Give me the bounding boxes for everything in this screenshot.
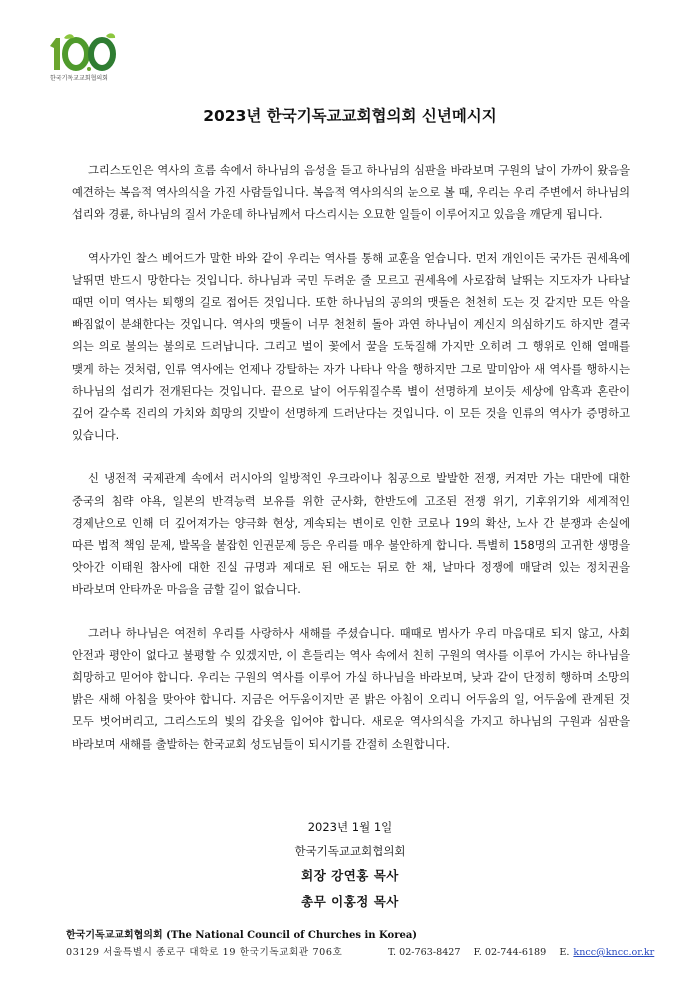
footer-phone: T. 02-763-8427 (388, 947, 461, 958)
document-title: 2023년 한국기독교교회협의회 신년메시지 (203, 107, 497, 125)
footer-fax: F. 02-744-6189 (473, 947, 547, 958)
signature-president: 회장 강연홍 목사 (301, 868, 399, 883)
footer-email-label: E. (559, 947, 570, 958)
signature-block (0, 815, 700, 915)
paragraph: 그리스도인은 역사의 흐름 속에서 하나님의 음성을 듣고 하나님의 심판을 바라보며 구원의 날이 가까이 왔음을 예견하는 복음적 역사의식을 가진 사람들입니다. 복음적 역사의식의 눈으로 볼 때, 우리는 우리 주변에서 하나님의 섭리와 경륜, 하나님의 질서 가운데 하나님께서 다스리시는 오묘한 일들이 이루어지고 있음을 깨닫게 됩니다. (72, 164, 630, 222)
signature-secretary: 총무 이홍정 목사 (301, 894, 399, 909)
logo-caption: 한국기독교교회협의회 (50, 75, 108, 82)
footer-email-link[interactable]: kncc@kncc.or.kr (573, 947, 655, 958)
footer-org-name: 한국기독교교회협의회 (The National Council of Churches in Korea) (66, 930, 418, 941)
signature-organization: 한국기독교교회협의회 (294, 844, 406, 858)
footer-contacts (388, 944, 654, 962)
logo-100-mark (44, 32, 124, 72)
signature-date: 2023년 1월 1일 (307, 820, 393, 834)
message-body (72, 160, 630, 777)
paragraph: 그러나 하나님은 여전히 우리를 사랑하사 새해를 주셨습니다. 때때로 범사가 우리 마음대로 되지 않고, 사회 안전과 평안이 없다고 불평할 수 있겠지만, 이 흔들리는 역사 속에서 친히 구원의 역사를 이루어 가시는 하나님을 희망하고 믿어야 합니다. 우리는 구원의 역사를 이루어 가실 하나님을 바라보며, 낮과 같이 단정히 행하며 소망의 밝은 새해 아침을 맞아야 합니다. 지금은 어두움이지만 곧 밝은 아침이 오리니 어두움의 일, 어두움에 관계된 것 모두 벗어버리고, 그리스도의 빛의 갑옷을 입어야 합니다. 새로운 역사의식을 가지고 하나님의 구원과 심판을 바라보며 새해를 출발하는 한국교회 성도님들이 되시기를 간절히 소원합니다. (72, 626, 630, 751)
paragraph: 신 냉전적 국제관계 속에서 러시아의 일방적인 우크라이나 침공으로 발발한 전쟁, 커져만 가는 대만에 대한 중국의 침략 야욕, 일본의 반격능력 보유를 위한 군사화, 한반도에 고조된 전쟁 위기, 기후위기와 세계적인 경제난으로 인해 더 깊어져가는 양극화 현상, 계속되는 변이로 인한 코로나 19의 확산, 노사 간 분쟁과 손실에 따른 법적 책임 문제, 발목을 붙잡힌 인권문제 등은 우리를 매우 불안하게 합니다. 특별히 158명의 고귀한 생명을 앗아간 이태원 참사에 대한 진실 규명과 제대로 된 애도는 뒤로 한 채, 날마다 정쟁에 매달려 있는 정치권을 바라보며 안타까운 마음을 금할 길이 없습니다. (72, 472, 630, 597)
letterhead-footer (66, 928, 656, 962)
footer-contact-row (66, 944, 656, 962)
paragraph: 역사가인 찰스 베어드가 말한 바와 같이 우리는 역사를 통해 교훈을 얻습니다. 먼저 개인이든 국가든 권세욕에 날뛰면 반드시 망한다는 것입니다. 하나님과 국민 두려운 줄 모르고 권세욕에 사로잡혀 날뛰는 지도자가 나타날 때면 이미 역사는 퇴행의 길로 접어든 것입니다. 또한 하나님의 공의의 맷돌은 천천히 도는 것 같지만 모든 악을 빠짐없이 분쇄한다는 것입니다. 역사의 맷돌이 너무 천천히 돌아 과연 하나님이 계신지 의심하기도 하지만 결국 의는 의로 불의는 불의로 드러납니다. 그리고 벌이 꽃에서 꿀을 도둑질해 가지만 오히려 그 행위로 인해 열매를 맺게 하는 것처럼, 인류 역사에는 언제나 강탈하는 자가 나타나 악을 행하지만 그로 말미암아 새 역사를 행하시는 하나님의 섭리가 전개된다는 것입니다. 끝으로 날이 어두워질수록 별이 선명하게 보이듯 세상에 암흑과 혼란이 깊어 갈수록 진리의 가치와 희망의 깃발이 선명하게 드러난다는 것입니다. 이 모든 것을 인류의 역사가 증명하고 있습니다. (72, 251, 630, 443)
footer-address: 03129 서울특별시 종로구 대학로 19 한국기독교회관 706호 (66, 947, 343, 958)
